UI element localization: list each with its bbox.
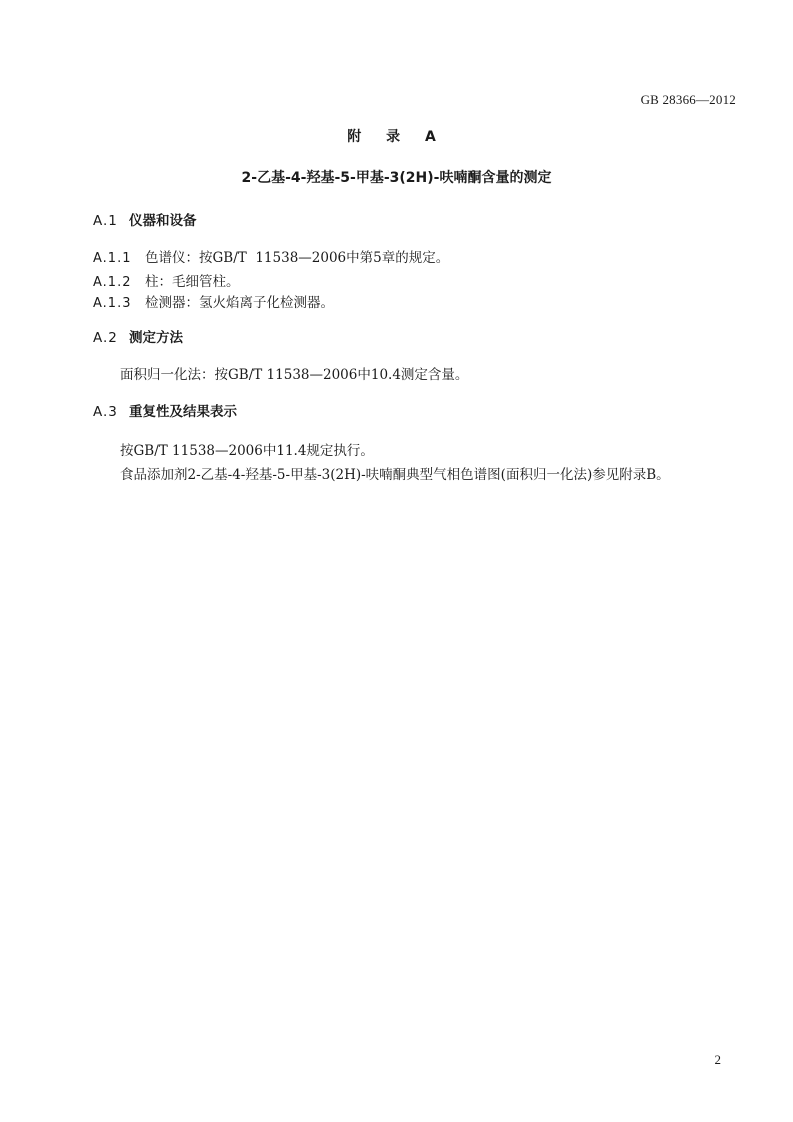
section-heading-text: 仪器和设备 [129,213,197,229]
item-text: 柱：毛细管柱。 [145,274,240,290]
item-number: A.1.3 [93,296,132,311]
list-item [93,270,240,290]
list-item [93,291,334,311]
page-number: 2 [714,1052,721,1067]
item-text: 色谱仪：按GB/T 11538—2006中第5章的规定。 [145,250,450,266]
section-heading-text: 重复性及结果表示 [129,404,237,420]
section-number: A.1 [93,213,118,229]
item-text: 检测器：氢火焰离子化检测器。 [145,295,334,311]
appendix-title: 2-乙基-4-羟基-5-甲基-3(2H)-呋喃酮含量的测定 [241,170,552,186]
list-item [93,246,449,266]
section-heading-a2 [93,326,183,346]
paragraph: 食品添加剂2-乙基-4-羟基-5-甲基-3(2H)-呋喃酮典型气相色谱图(面积归一化法)参见附录B。 [120,467,670,483]
section-heading-a1 [93,209,197,229]
appendix-label: 附 录 A [347,129,446,145]
item-number: A.1.2 [93,275,132,290]
paragraph: 按GB/T 11538—2006中11.4规定执行。 [120,443,374,459]
paragraph: 面积归一化法：按GB/T 11538—2006中10.4测定含量。 [120,367,469,383]
section-number: A.3 [93,404,118,420]
section-heading-text: 测定方法 [129,330,183,346]
item-number: A.1.1 [93,251,132,266]
standard-number: GB 28366—2012 [640,92,736,107]
section-number: A.2 [93,330,118,346]
section-heading-a3 [93,400,237,420]
